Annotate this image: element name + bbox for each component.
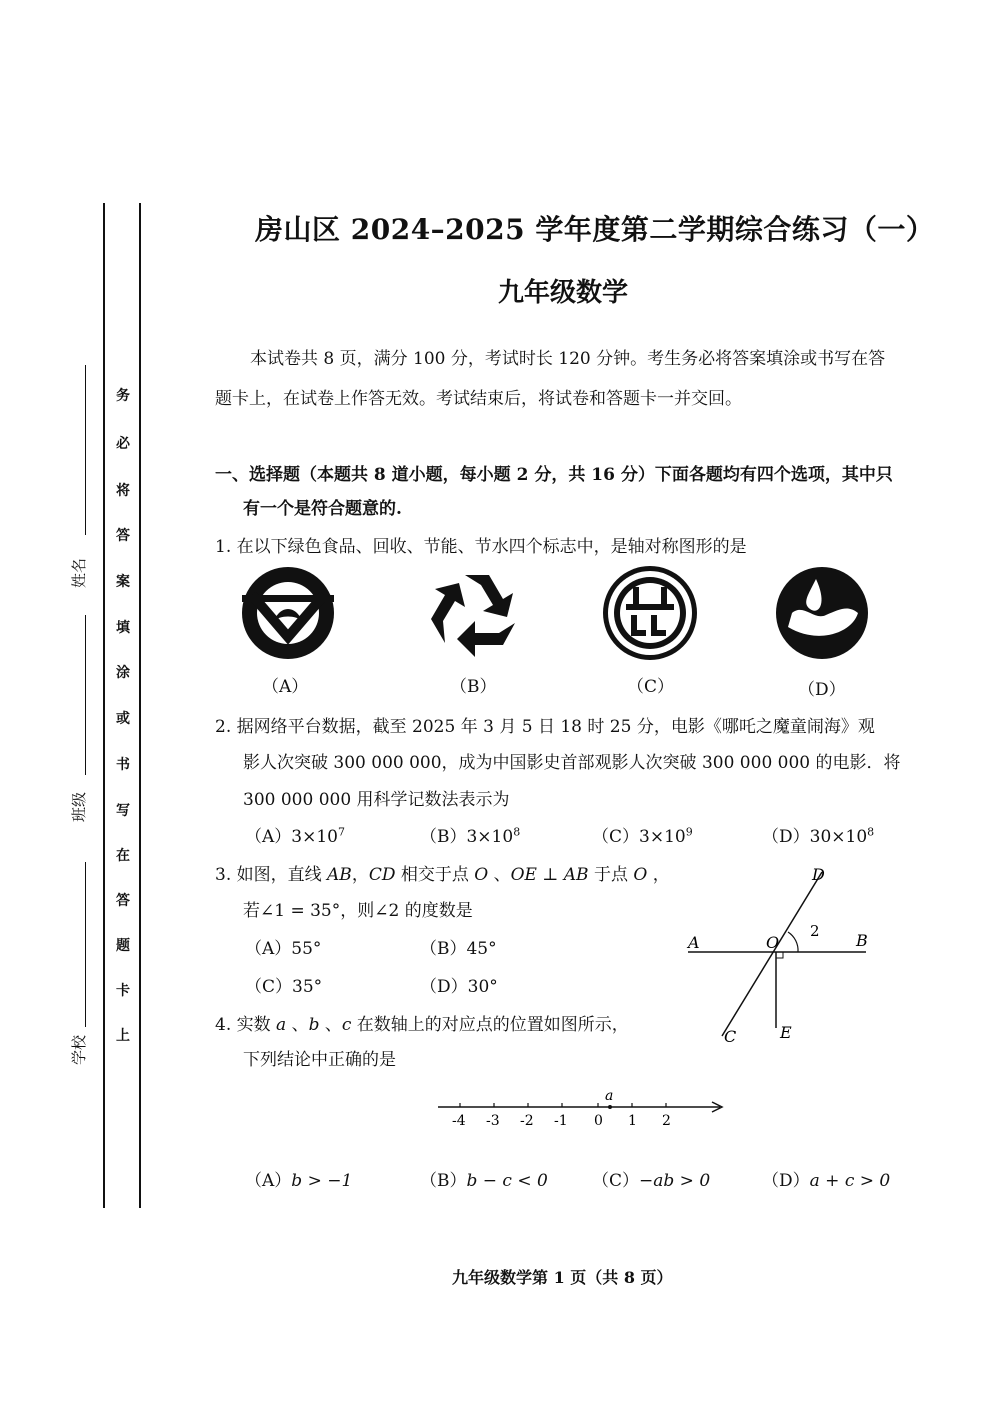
q4-option-d[interactable] — [762, 1166, 890, 1191]
q4-text: 、 — [286, 1015, 309, 1035]
q3-text: 、 — [488, 865, 511, 885]
q4-option-b-expr: b − c < 0 — [466, 1171, 548, 1191]
q3-label-c: C — [724, 1027, 737, 1046]
q2-option-d[interactable] — [762, 822, 874, 847]
q3-text: ， — [351, 865, 369, 885]
class-field-line[interactable] — [85, 615, 86, 775]
q3-stem-line-2: 若∠1 = 35°，则∠2 的度数是 — [243, 901, 473, 921]
q3-o2: O — [633, 865, 648, 885]
q4-point-a-label: a — [605, 1088, 614, 1104]
q1-option-d[interactable]: （D） — [798, 680, 846, 700]
q2-option-a-base: （A）3×10 — [245, 827, 338, 847]
q2-option-d-exp: 8 — [867, 825, 875, 839]
q4-number-line — [430, 1085, 730, 1135]
q3-oe: OE — [510, 865, 537, 885]
q3-ab2: AB — [563, 865, 589, 885]
page-footer: 九年级数学第 1 页（共 8 页） — [452, 1268, 673, 1287]
notice-char: 填 — [116, 620, 130, 636]
q4-c: c — [341, 1015, 352, 1035]
q3-stem-line-1 — [215, 860, 670, 885]
q4-b: b — [308, 1015, 320, 1035]
q3-figure — [680, 860, 880, 1050]
name-label: 姓名 — [70, 557, 88, 588]
school-label: 学校 — [70, 1034, 88, 1065]
q4-option-c-label: （C） — [592, 1171, 640, 1191]
q4-stem-line-1 — [215, 1010, 629, 1035]
q3-ab: AB — [327, 865, 352, 885]
q4-option-a-label: （A） — [245, 1171, 292, 1191]
q4-option-a-expr: b > −1 — [291, 1171, 353, 1191]
q4-option-c[interactable] — [592, 1166, 710, 1191]
q4-tick-label: -2 — [520, 1113, 534, 1129]
q3-label-b: B — [856, 931, 868, 950]
q2-stem-line-3: 300 000 000 用科学记数法表示为 — [243, 790, 510, 810]
instructions-line-1: 本试卷共 8 页，满分 100 分，考试时长 120 分钟。考生务必将答案填涂或书写在答 — [250, 349, 886, 369]
q3-text: ， — [647, 865, 670, 885]
q3-label-d: D — [812, 865, 825, 884]
q4-text: 在数轴上的对应点的位置如图所示， — [351, 1015, 629, 1035]
water-saving-logo-icon — [776, 567, 868, 659]
q3-cd: CD — [368, 865, 396, 885]
notice-char: 涂 — [116, 665, 130, 681]
q3-label-angle2: 2 — [810, 922, 820, 940]
q4-a: a — [276, 1015, 287, 1035]
notice-char: 案 — [116, 574, 130, 590]
q4-tick-label: -3 — [486, 1113, 500, 1129]
notice-char: 答 — [116, 528, 130, 544]
q3-text: ⊥ — [536, 865, 564, 885]
notice-char: 或 — [116, 711, 130, 727]
q2-option-b-base: （B）3×10 — [420, 827, 514, 847]
q1-option-b[interactable]: （B） — [450, 677, 497, 697]
q2-option-d-base: （D）30×10 — [762, 827, 868, 847]
energy-saving-logo-icon — [603, 566, 697, 660]
q3-text: 3. 如图，直线 — [215, 865, 328, 885]
q4-stem-line-2: 下列结论中正确的是 — [243, 1050, 396, 1070]
class-label: 班级 — [70, 791, 88, 822]
q4-tick-label: -1 — [554, 1113, 568, 1129]
notice-char: 答 — [116, 893, 130, 909]
notice-char: 卡 — [116, 983, 130, 999]
binding-line-inner — [139, 203, 141, 1208]
q2-option-c-base: （C）3×10 — [592, 827, 686, 847]
notice-char: 务 — [116, 388, 130, 404]
q2-option-b[interactable] — [420, 822, 520, 847]
q2-option-c[interactable] — [592, 822, 693, 847]
q3-text: 相交于点 — [395, 865, 475, 885]
q4-option-b-label: （B） — [420, 1171, 467, 1191]
section-1-heading: 一、选择题（本题共 8 道小题，每小题 2 分，共 16 分）下面各题均有四个选项，其中只 — [215, 465, 893, 485]
q3-o: O — [474, 865, 489, 885]
recycle-logo-icon — [431, 575, 515, 657]
q4-option-d-label: （D） — [762, 1171, 810, 1191]
section-1-heading-cont: 有一个是符合题意的. — [243, 499, 402, 519]
q4-tick-label: 1 — [628, 1113, 637, 1129]
notice-char: 书 — [116, 757, 130, 773]
notice-char: 写 — [116, 803, 130, 819]
q2-option-c-exp: 9 — [685, 825, 693, 839]
q1-logos — [230, 560, 890, 670]
q1-option-c[interactable]: （C） — [627, 677, 675, 697]
q3-label-o: O — [766, 933, 780, 952]
q4-tick-label: 0 — [594, 1113, 603, 1129]
q3-option-c[interactable]: （C）35° — [245, 977, 323, 997]
q3-option-a[interactable]: （A）55° — [245, 939, 322, 959]
notice-char: 上 — [116, 1028, 130, 1044]
page-title: 房山区 2024–2025 学年度第二学期综合练习（一） — [255, 213, 935, 246]
q3-label-e: E — [780, 1023, 792, 1042]
q2-option-a[interactable] — [245, 822, 345, 847]
school-field-line[interactable] — [85, 862, 86, 1027]
binding-line-outer — [103, 203, 105, 1208]
name-field-line[interactable] — [85, 365, 86, 535]
page-subtitle: 九年级数学 — [498, 278, 629, 308]
notice-char: 将 — [116, 483, 130, 499]
q2-option-a-exp: 7 — [337, 825, 345, 839]
green-food-logo-icon — [242, 567, 334, 659]
notice-char: 题 — [116, 938, 130, 954]
q4-tick-label: 2 — [662, 1113, 671, 1129]
q3-label-a: A — [688, 933, 700, 952]
q2-option-b-exp: 8 — [513, 825, 521, 839]
q4-option-c-expr: −ab > 0 — [639, 1171, 711, 1191]
q3-option-d[interactable]: （D）30° — [420, 977, 498, 997]
q2-stem-line-2: 影人次突破 300 000 000，成为中国影史首部观影人次突破 300 000 000 的电影．将 — [243, 753, 901, 773]
instructions-line-2: 题卡上，在试卷上作答无效。考试结束后，将试卷和答题卡一并交回。 — [215, 389, 742, 409]
q2-stem-line-1: 2. 据网络平台数据，截至 2025 年 3 月 5 日 18 时 25 分，电影《哪吒之魔童闹海》观 — [215, 717, 875, 737]
q4-option-a[interactable] — [245, 1166, 352, 1191]
q4-option-d-expr: a + c > 0 — [809, 1171, 891, 1191]
notice-char: 在 — [116, 848, 130, 864]
notice-char: 必 — [116, 436, 130, 452]
q3-option-b[interactable]: （B）45° — [420, 939, 497, 959]
q4-tick-label: -4 — [452, 1113, 466, 1129]
q4-text: 、 — [319, 1015, 342, 1035]
q4-option-b[interactable] — [420, 1166, 548, 1191]
q1-stem: 1. 在以下绿色食品、回收、节能、节水四个标志中，是轴对称图形的是 — [215, 537, 747, 557]
q4-text: 4. 实数 — [215, 1015, 277, 1035]
q3-text: 于点 — [588, 865, 634, 885]
q1-option-a[interactable]: （A） — [262, 677, 309, 697]
